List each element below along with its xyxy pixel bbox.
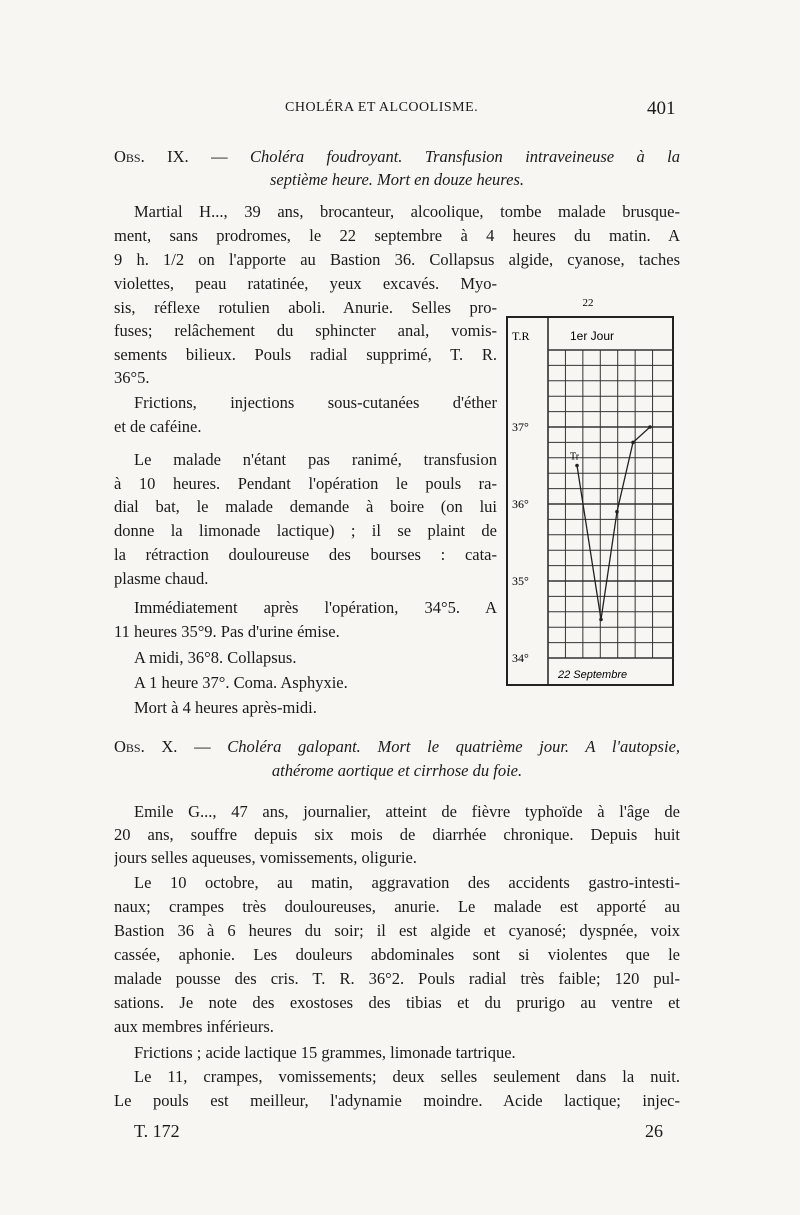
observation-title-cont: septième heure. Mort en douze heures. [269, 170, 524, 189]
text-line: à 10 heures. Pendant l'opération le pouls ra- [114, 474, 497, 493]
text-line: Mort à 4 heures après-midi. [134, 698, 317, 717]
text-line: Emile G..., 47 ans, journalier, atteint de fièvre typhoïde à l'âge de [134, 802, 680, 821]
observation-title-cont: athérome aortique et cirrhose du foie. [271, 761, 523, 780]
temperature-line [577, 427, 650, 620]
text-line: sis, réflexe rotulien aboli. Anurie. Selles pro- [114, 298, 497, 317]
figure-number: 22 [582, 297, 594, 309]
y-tick-label: 37° [512, 420, 529, 434]
running-header [0, 98, 800, 120]
data-point [648, 425, 652, 429]
data-point [631, 441, 635, 445]
text-line: 20 ans, souffre depuis six mois de diarrhée chronique. Depuis huit [114, 825, 680, 844]
text-line: sements bilieux. Pouls radial supprimé, T. R. [114, 345, 497, 364]
text-line: cassée, aphonie. Les douleurs abdominales sont si violentes que le [114, 945, 680, 964]
text-line: Le pouls est meilleur, l'adynamie moindre. Acide lactique; injec- [114, 1091, 680, 1110]
text-line: naux; crampes très douloureuses, anurie. Le malade est apporté au [114, 897, 680, 916]
y-tick-label: 35° [512, 574, 529, 588]
running-title: CHOLÉRA ET ALCOOLISME. [285, 100, 479, 115]
x-axis-label: 22 Septembre [558, 669, 628, 681]
text-line: fuses; relâchement du sphincter anal, vomis- [114, 321, 497, 340]
text-line: violettes, peau ratatinée, yeux excavés. Myo- [114, 274, 497, 293]
text-line: Frictions ; acide lactique 15 grammes, limonade tartrique. [134, 1043, 516, 1062]
text-line: jours selles aqueuses, vomissements, oligurie. [114, 848, 417, 867]
data-point [615, 510, 619, 514]
y-tick-label: 34° [512, 651, 529, 665]
text-line: Frictions, injections sous-cutanées d'éther [134, 393, 497, 412]
chart-title: 1er Jour [570, 329, 615, 343]
text-line: plasme chaud. [114, 569, 209, 588]
text-line: Martial H..., 39 ans, brocanteur, alcoolique, tombe malade brusque- [134, 202, 680, 221]
observation-label: Obs. IX. — [114, 147, 228, 166]
signature-mark: T. 172 [134, 1121, 180, 1141]
text-line: 36°5. [114, 368, 150, 387]
temperature-chart [500, 290, 690, 690]
series-label: Tr [570, 451, 580, 463]
text-line: Le 11, crampes, vomissements; deux selles seulement dans la nuit. [134, 1067, 680, 1086]
observation-heading [114, 737, 680, 757]
observation-title: Choléra foudroyant. Transfusion intraveineuse à la [250, 147, 680, 166]
text-line: Le malade n'étant pas ranimé, transfusion [134, 450, 497, 469]
text-line: donne la limonade lactique) ; il se plaint de [114, 521, 497, 540]
y-tick-label: 36° [512, 497, 529, 511]
chart-frame [507, 317, 673, 685]
text-line: A midi, 36°8. Collapsus. [134, 648, 297, 667]
sheet-number: 26 [645, 1121, 663, 1141]
text-line: et de caféine. [114, 417, 202, 436]
observation-label: Obs. X. — [114, 737, 211, 756]
y-axis-label: T.R [512, 329, 530, 343]
observation-title: Choléra galopant. Mort le quatrième jour. A l'autopsie, [227, 737, 680, 756]
text-line: la rétraction douloureuse des bourses : cata- [114, 545, 497, 564]
text-line: aux membres inférieurs. [114, 1017, 274, 1036]
text-line: 11 heures 35°9. Pas d'urine émise. [114, 622, 340, 641]
text-line: A 1 heure 37°. Coma. Asphyxie. [134, 673, 348, 692]
text-line: sations. Je note des exostoses des tibias et du prurigo au ventre et [114, 993, 680, 1012]
data-point [599, 618, 603, 622]
data-point [575, 464, 579, 468]
observation-heading [114, 147, 680, 167]
page-number: 401 [647, 98, 676, 119]
text-line: Le 10 octobre, au matin, aggravation des accidents gastro-intesti- [134, 873, 680, 892]
text-line: Bastion 36 à 6 heures du soir; il est algide et cyanosé; dyspnée, voix [114, 921, 680, 940]
text-line: malade pousse des cris. T. R. 36°2. Pouls radial très faible; 120 pul- [114, 969, 680, 988]
text-line: Immédiatement après l'opération, 34°5. A [134, 598, 497, 617]
text-line: ment, sans prodromes, le 22 septembre à 4 heures du matin. A [114, 226, 680, 245]
text-line: dial bat, le malade demande à boire (on lui [114, 497, 497, 516]
text-line: 9 h. 1/2 on l'apporte au Bastion 36. Collapsus algide, cyanose, taches [114, 250, 680, 269]
